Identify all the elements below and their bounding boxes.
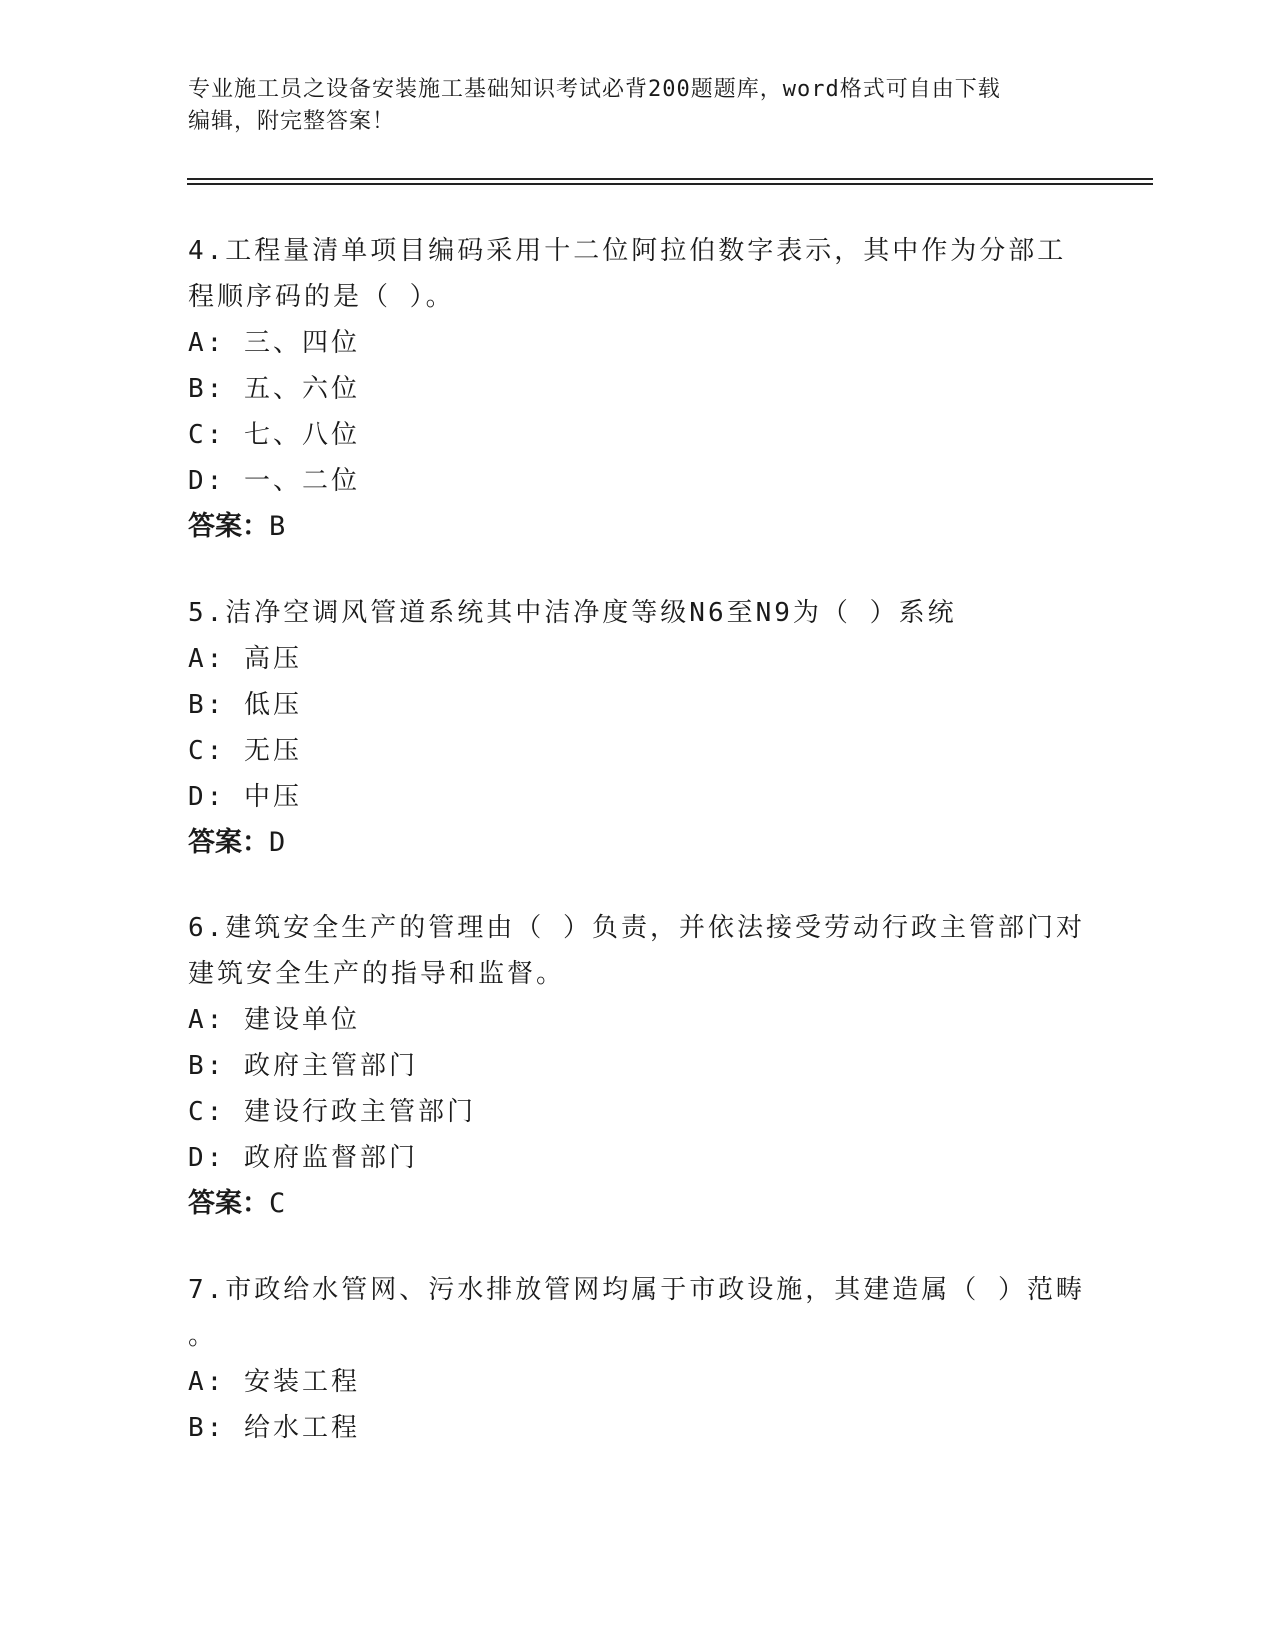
option-c: C: 建设行政主管部门 <box>188 1097 476 1127</box>
answer-value: B <box>269 511 286 542</box>
header-rule-top <box>187 178 1153 180</box>
option-b: B: 政府主管部门 <box>188 1051 418 1081</box>
question-stem-line: 。 <box>188 1321 218 1351</box>
option-b: B: 五、六位 <box>188 374 360 404</box>
question-stem-line: 6.建筑安全生产的管理由（ ）负责，并依法接受劳动行政主管部门对 <box>188 913 1085 943</box>
question-5 <box>188 590 1088 866</box>
question-stem-line: 建筑安全生产的指导和监督。 <box>188 959 566 989</box>
option-d: D: 中压 <box>188 782 302 812</box>
question-7 <box>188 1267 1088 1451</box>
question-stem-line: 5.洁净空调风管道系统其中洁净度等级N6至N9为（ ）系统 <box>188 598 957 628</box>
option-a: A: 三、四位 <box>188 328 360 358</box>
question-stem-line: 程顺序码的是（ ）。 <box>188 282 455 312</box>
option-d: D: 一、二位 <box>188 466 360 496</box>
answer-line <box>188 1181 1088 1227</box>
answer-label: 答案： <box>188 511 269 542</box>
option-c: C: 无压 <box>188 736 302 766</box>
option-b: B: 给水工程 <box>188 1413 360 1443</box>
option-a: A: 高压 <box>188 644 302 674</box>
question-6 <box>188 905 1088 1227</box>
option-b: B: 低压 <box>188 690 302 720</box>
header-line-2: 编辑，附完整答案！ <box>188 109 396 134</box>
question-stem-line: 4.工程量清单项目编码采用十二位阿拉伯数字表示，其中作为分部工 <box>188 236 1067 266</box>
option-c: C: 七、八位 <box>188 420 360 450</box>
answer-value: C <box>269 1188 286 1219</box>
option-a: A: 安装工程 <box>188 1367 360 1397</box>
question-stem-line: 7.市政给水管网、污水排放管网均属于市政设施，其建造属（ ）范畴 <box>188 1275 1085 1305</box>
answer-label: 答案： <box>188 827 269 858</box>
answer-line <box>188 504 1088 550</box>
question-4 <box>188 228 1088 550</box>
header-line-1: 专业施工员之设备安装施工基础知识考试必背200题题库，word格式可自由下载 <box>188 77 1001 102</box>
answer-value: D <box>269 827 286 858</box>
answer-label: 答案： <box>188 1188 269 1219</box>
document-header <box>188 74 1068 138</box>
option-d: D: 政府监督部门 <box>188 1143 418 1173</box>
answer-line <box>188 820 1088 866</box>
option-a: A: 建设单位 <box>188 1005 360 1035</box>
header-rule-bottom <box>187 183 1153 185</box>
